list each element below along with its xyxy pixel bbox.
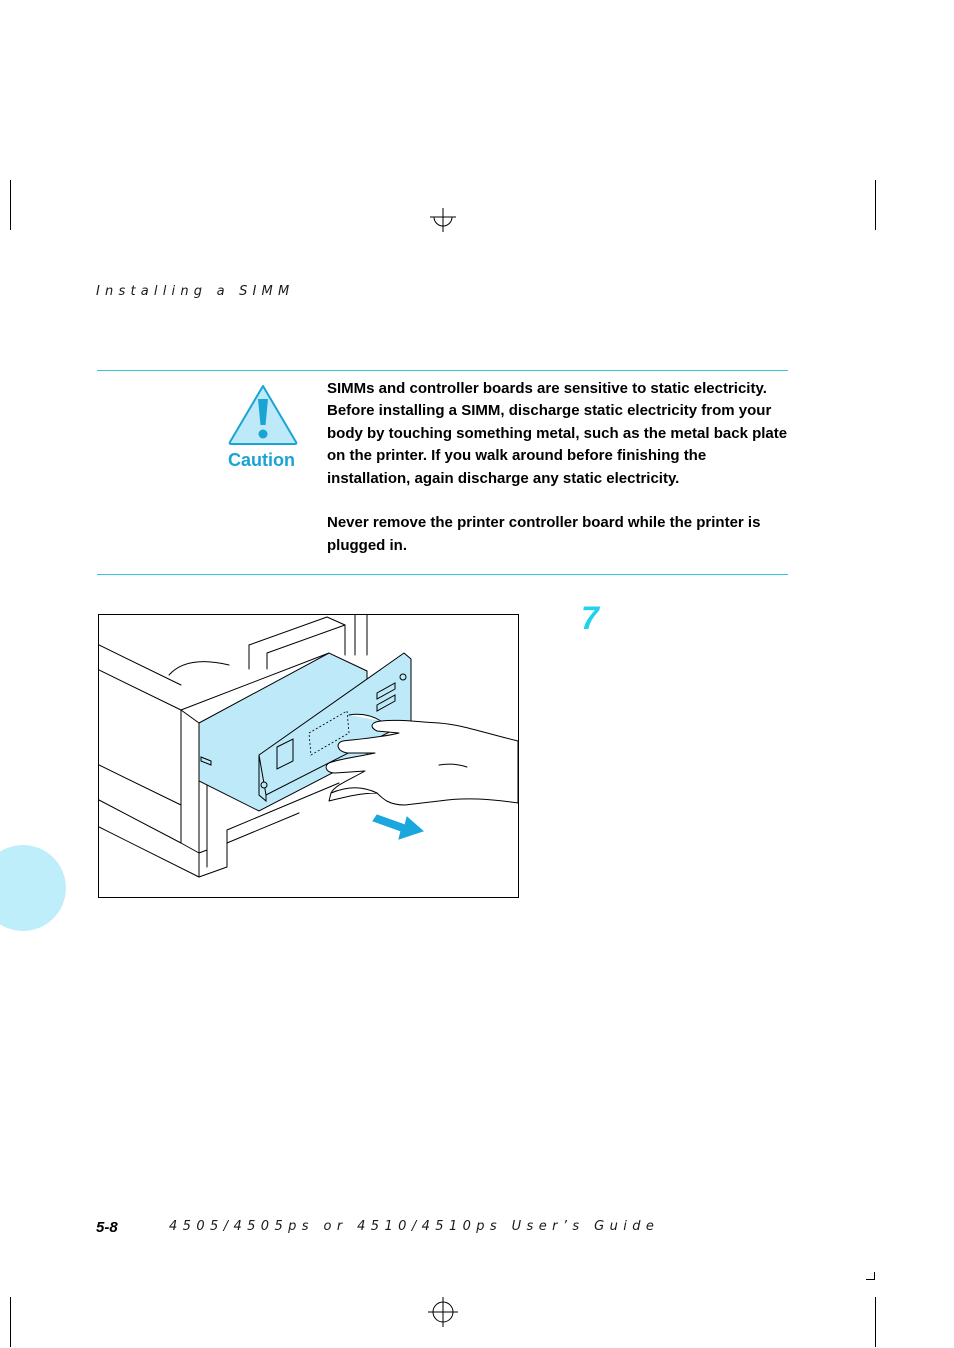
caution-top-rule bbox=[97, 370, 788, 371]
footer-guide-title: 4505/4505ps or 4510/4510ps User’s Guide bbox=[169, 1219, 660, 1234]
corner-mark-bottom-right-vertical bbox=[874, 1272, 875, 1280]
running-head: Installing a SIMM bbox=[96, 284, 295, 299]
caution-label: Caution bbox=[228, 450, 295, 470]
chapter-tab bbox=[0, 845, 66, 931]
crop-mark-top-left bbox=[10, 180, 11, 230]
crop-mark-bottom-right bbox=[875, 1297, 876, 1347]
caution-text bbox=[327, 378, 789, 557]
registration-mark-bottom-icon bbox=[427, 1296, 459, 1328]
crop-mark-bottom-left bbox=[10, 1297, 11, 1347]
printer-controller-illustration bbox=[99, 615, 518, 897]
figure-remove-controller-board bbox=[98, 614, 519, 898]
footer-page-number: 5-8 bbox=[96, 1219, 118, 1236]
caution-bottom-rule bbox=[97, 574, 788, 575]
caution-paragraph-unplug: Never remove the printer controller board while the printer is plugged in. bbox=[327, 514, 761, 554]
step-number: 7 bbox=[581, 600, 599, 636]
crop-mark-top-right bbox=[875, 180, 876, 230]
warning-triangle-icon bbox=[227, 383, 299, 446]
registration-mark-top-icon bbox=[428, 207, 458, 233]
caution-paragraph-static: SIMMs and controller boards are sensitive to static electricity. Before installing a SIMM, discharge static electricity from your body by touching something metal, such as the metal back plate on the printer. If you walk around before finishing the installation, again discharge any static electricity. bbox=[327, 380, 788, 487]
